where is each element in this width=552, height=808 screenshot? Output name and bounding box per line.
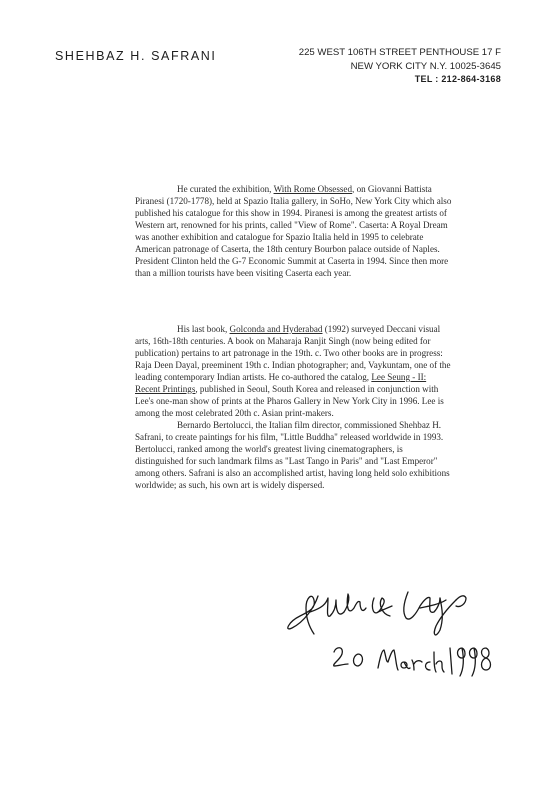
paragraph-rome-exhibition (135, 184, 453, 280)
paragraph-text: His last book, (177, 324, 230, 334)
paragraph-text: Bernardo Bertolucci, the Italian film director, commissioned Shehbaz H. Safrani, to create paintings for his film, "Little Buddha" released worldwide in 1993. Bertolucci, ranked among the world's greatest living cinematographers, is distinguished for such landmark films as "Last Tango in Paris" and "Last Emperor" among others. Safrani is also an accomplished artist, having long held solo exhibitions worldwide; as such, his own art is widely dispersed. (135, 420, 450, 490)
address-line-street: 225 WEST 106TH STREET PENTHOUSE 17 F (298, 47, 501, 58)
paragraph-text: (1992) surveyed Deccani visual arts, 16th-18th centuries. A book on Maharaja Ranjit Singh (now being edited for publication) pertains to art patronage in the 19th. c. Two other books are in progress: Raja Deen Dayal, preeminent 19th c. Indian photographer; and, Vaykuntam, one of the leading contemporary Indian artists. He co-authored the catalog, (135, 324, 451, 382)
catalog-title: Lee Seung - II: Recent Printings (135, 371, 427, 394)
paragraph-text: , published in Seoul, South Korea and released in conjunction with Lee's one-man show of prints at the Pharos Gallery in New York City in 1996. Lee is among the most celebrated 20th c. Asian print-makers. (135, 383, 444, 418)
letterhead-name: SHEHBAZ H. SAFRANI (55, 49, 217, 63)
exhibition-title: With Rome Obsessed (273, 184, 353, 194)
paragraph-text: , on Giovanni Battista Piranesi (1720-1778), held at Spazio Italia gallery, in SoHo, New York City which also published his catalogue for this show in 1994. Piranesi is among the greatest artists of Western art, renowned for his prints, called "View of Rome". Caserta: A Royal Dream was another exhibition and catalogue for Spazio Italia held in 1995 to celebrate American patronage of Caserta, the 18th century Bourbon palace outside of Naples. President Clinton held the G-7 Economic Summit at Caserta in 1994. Since then more than a million tourists have been visiting Caserta each year. (135, 184, 452, 278)
paragraph-bertolucci (135, 420, 453, 492)
telephone-number: TEL : 212-864-3168 (414, 74, 501, 85)
paragraph-text: He curated the exhibition, (177, 184, 274, 194)
letterhead-address (299, 46, 501, 87)
handwritten-signature (270, 578, 500, 688)
paragraph-books (135, 324, 453, 420)
signature-drawing (270, 578, 500, 688)
address-line-city: NEW YORK CITY N.Y. 10025-3645 (350, 60, 501, 72)
book-title: Golconda and Hyderabad (229, 324, 323, 334)
